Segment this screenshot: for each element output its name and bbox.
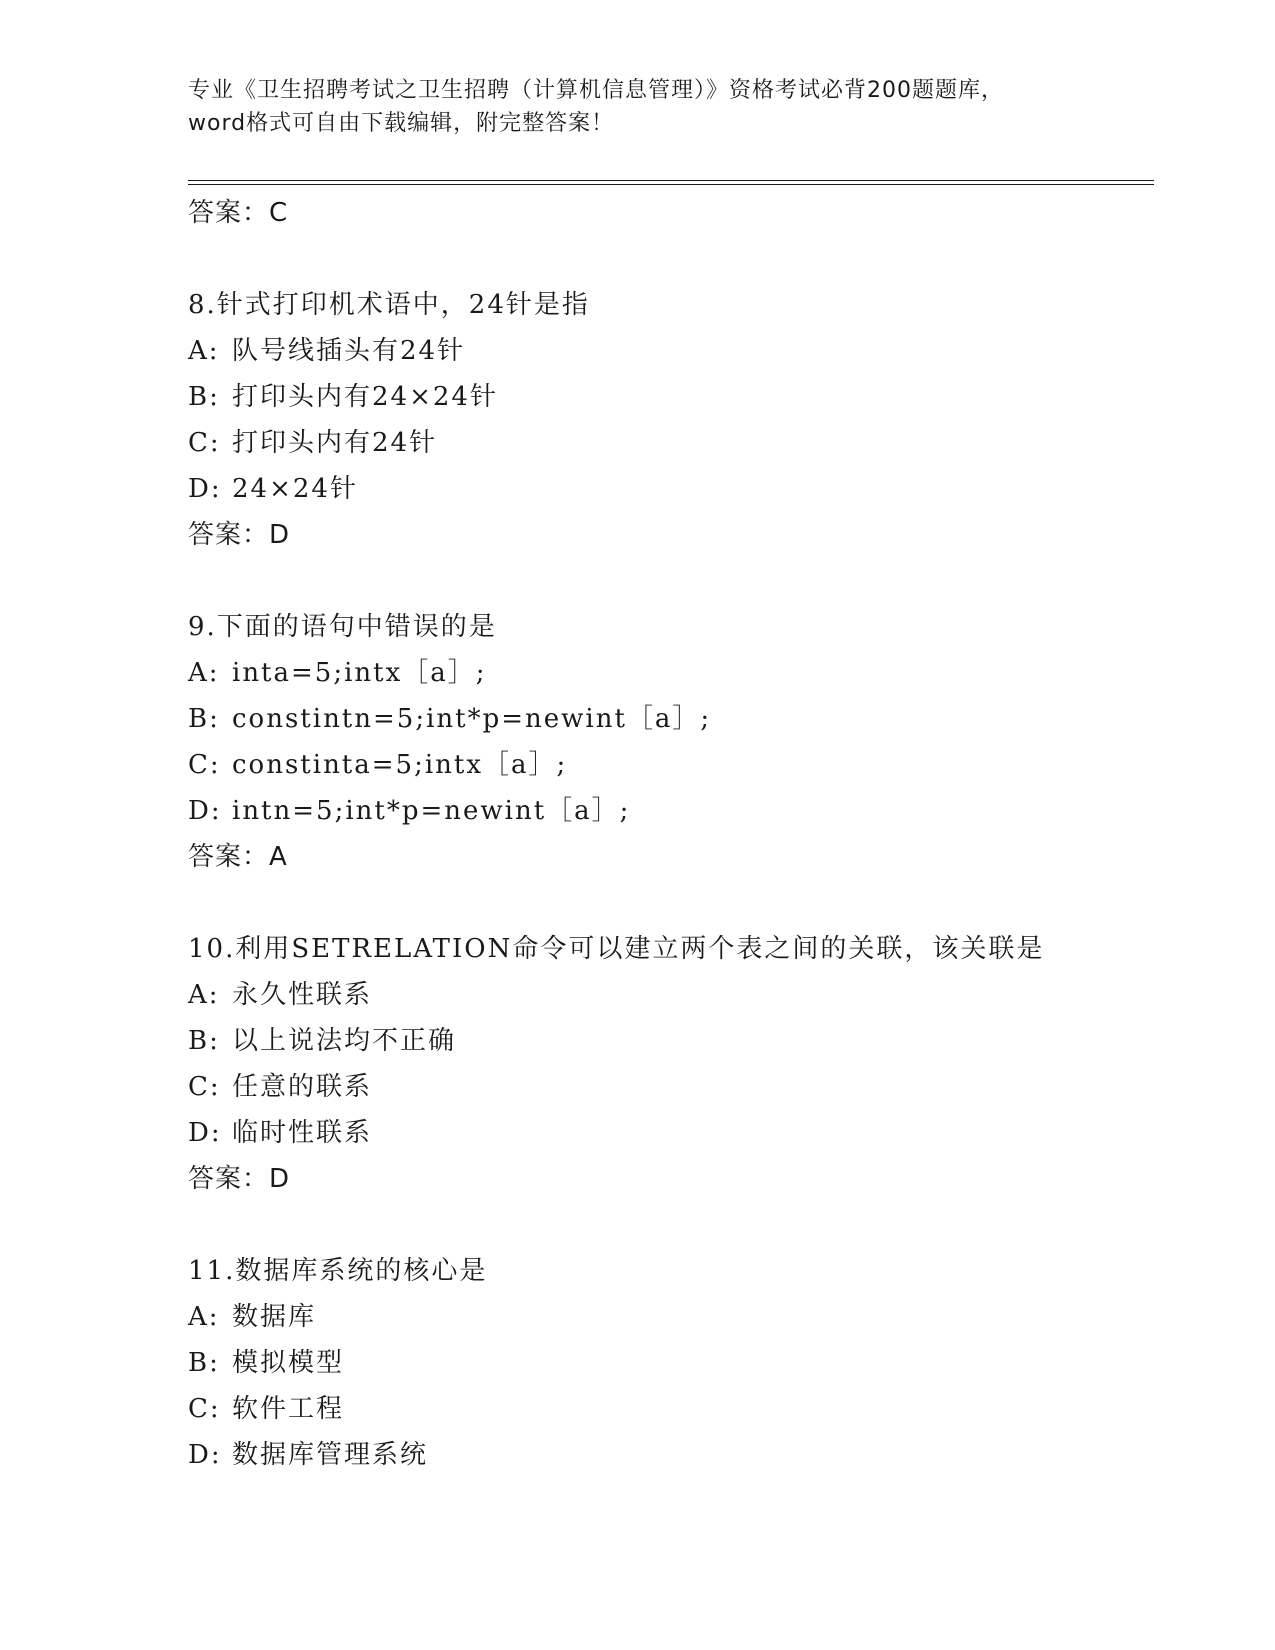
option-b: [188, 696, 1148, 742]
option-text: 临时性联系: [232, 1118, 373, 1148]
option-a: [188, 1294, 1148, 1340]
option-letter: D:: [188, 474, 222, 504]
option-letter: A:: [188, 980, 220, 1010]
spacer: [188, 1202, 1148, 1248]
option-text: 数据库: [232, 1302, 317, 1332]
option-a: [188, 650, 1148, 696]
option-text: 以上说法均不正确: [232, 1026, 457, 1056]
answer-line: 答案：C: [188, 198, 289, 228]
option-d: [188, 466, 1148, 512]
option-letter: C:: [188, 1072, 221, 1102]
option-letter: D:: [188, 1118, 222, 1148]
question-block: [188, 282, 1148, 558]
option-b: [188, 1340, 1148, 1386]
spacer: [188, 236, 1148, 282]
option-letter: C:: [188, 428, 221, 458]
spacer: [188, 880, 1148, 926]
option-c: [188, 742, 1148, 788]
option-text: 数据库管理系统: [232, 1440, 429, 1470]
option-letter: B:: [188, 1348, 220, 1378]
document-header: [188, 74, 1088, 140]
option-letter: B:: [188, 704, 220, 734]
option-letter: B:: [188, 1026, 220, 1056]
option-c: [188, 1064, 1148, 1110]
option-letter: D:: [188, 796, 222, 826]
option-c: [188, 420, 1148, 466]
header-divider-top: [188, 180, 1154, 181]
question-stem: 10.利用SETRELATION命令可以建立两个表之间的关联，该关联是: [188, 934, 1045, 964]
option-letter: A:: [188, 336, 220, 366]
header-divider-bottom: [188, 184, 1154, 185]
option-text: inta=5;intx［a］;: [232, 658, 487, 688]
option-letter: B:: [188, 382, 220, 412]
option-text: constinta=5;intx［a］;: [232, 750, 568, 780]
header-line-2: word格式可自由下载编辑，附完整答案！: [188, 111, 615, 136]
option-text: intn=5;int*p=newint［a］;: [232, 796, 631, 826]
answer-line: 答案：D: [188, 1164, 291, 1194]
question-block: [188, 1248, 1148, 1478]
answer-line: 答案：D: [188, 520, 291, 550]
option-d: [188, 1110, 1148, 1156]
header-line-1: 专业《卫生招聘考试之卫生招聘（计算机信息管理）》资格考试必背200题题库，: [188, 78, 1004, 103]
question-stem: 8.针式打印机术语中，24针是指: [188, 290, 590, 320]
question-block: [188, 604, 1148, 880]
answer-line: 答案：A: [188, 842, 288, 872]
option-text: constintn=5;int*p=newint［a］;: [232, 704, 712, 734]
option-a: [188, 972, 1148, 1018]
option-letter: A:: [188, 1302, 220, 1332]
question-stem: 11.数据库系统的核心是: [188, 1256, 488, 1286]
option-b: [188, 374, 1148, 420]
spacer: [188, 558, 1148, 604]
option-text: 24×24针: [232, 474, 358, 504]
option-text: 队号线插头有24针: [232, 336, 466, 366]
option-text: 打印头内有24针: [232, 428, 438, 458]
option-text: 软件工程: [232, 1394, 345, 1424]
option-letter: D:: [188, 1440, 222, 1470]
option-text: 打印头内有24×24针: [232, 382, 498, 412]
option-letter: C:: [188, 1394, 221, 1424]
option-text: 任意的联系: [232, 1072, 373, 1102]
option-text: 模拟模型: [232, 1348, 345, 1378]
question-stem: 9.下面的语句中错误的是: [188, 612, 497, 642]
option-d: [188, 788, 1148, 834]
option-letter: C:: [188, 750, 221, 780]
option-d: [188, 1432, 1148, 1478]
option-letter: A:: [188, 658, 220, 688]
option-c: [188, 1386, 1148, 1432]
option-text: 永久性联系: [232, 980, 373, 1010]
question-list: [188, 190, 1148, 1478]
question-block: [188, 926, 1148, 1202]
option-a: [188, 328, 1148, 374]
option-b: [188, 1018, 1148, 1064]
